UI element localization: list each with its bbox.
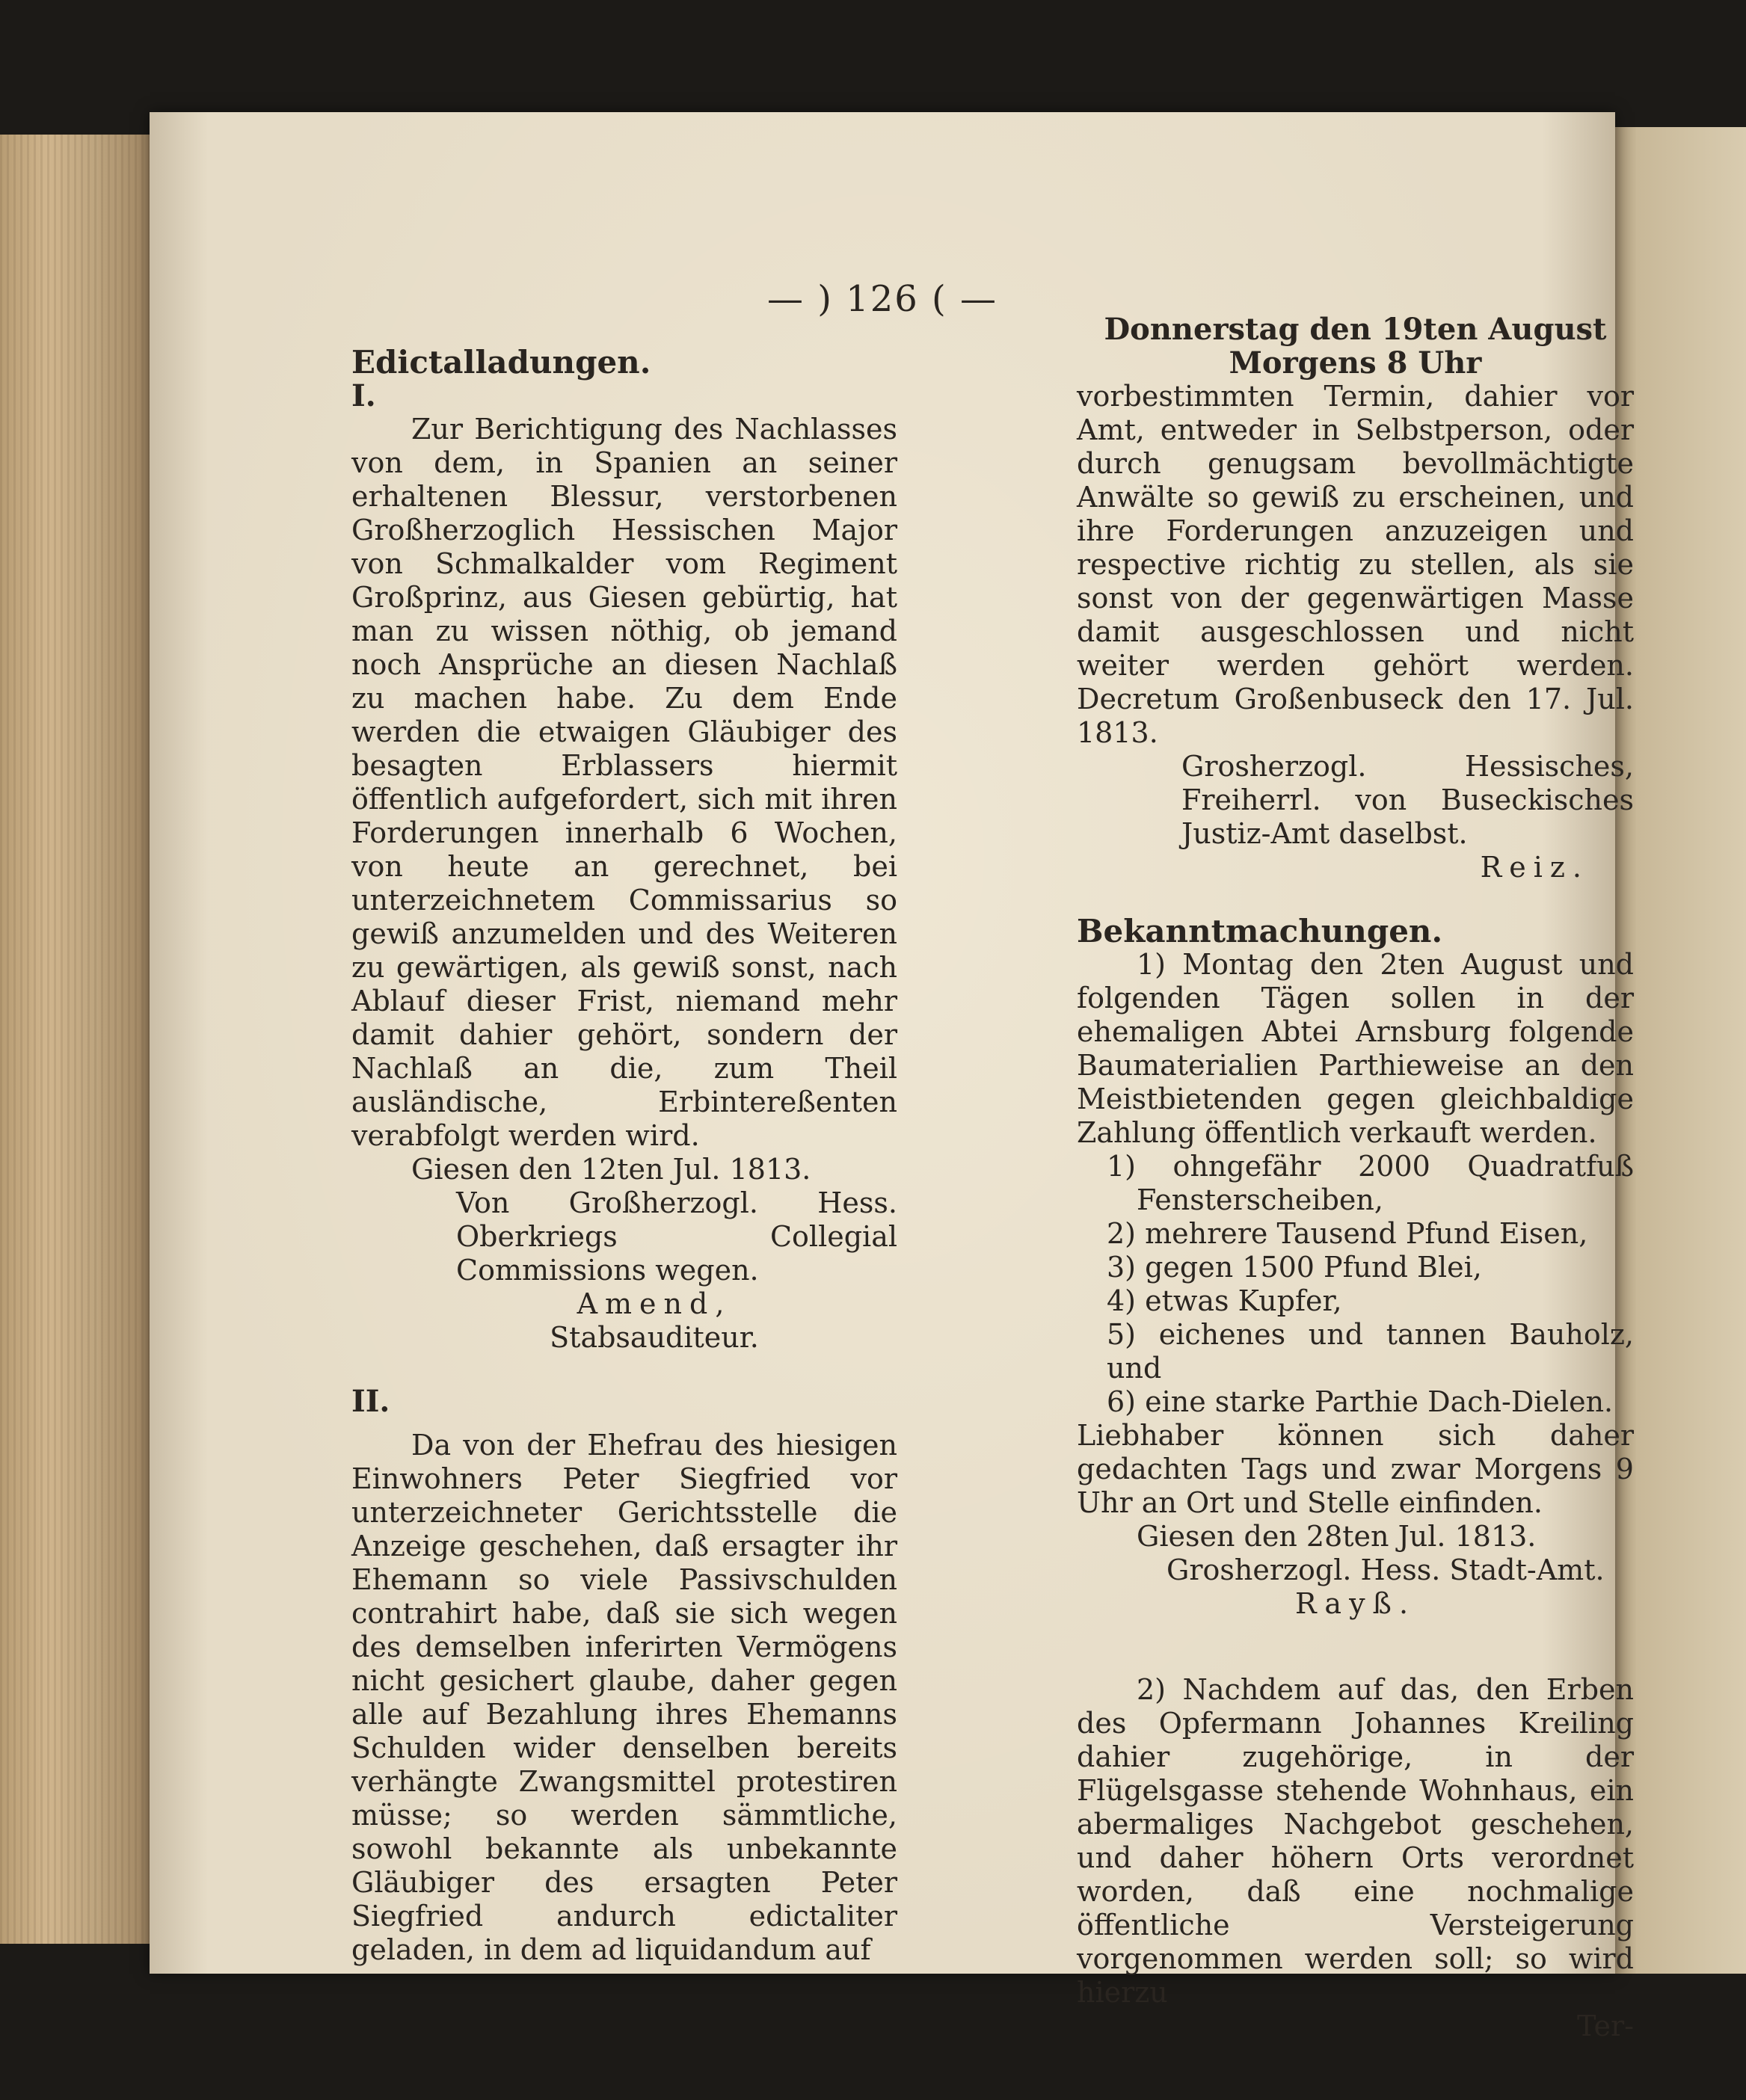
authority: Grosherzogl. Hessisches, Freiherrl. von Buseckisches Justiz-Amt daselbst. bbox=[1181, 750, 1634, 850]
time-line: Morgens 8 Uhr bbox=[1229, 345, 1482, 381]
signature: Reiz. bbox=[1480, 851, 1589, 884]
signature-title: Stabsauditeur. bbox=[550, 1321, 759, 1354]
right-column bbox=[1077, 312, 1634, 2043]
place-date: Giesen den 28ten Jul. 1813. bbox=[1137, 1520, 1537, 1553]
authority: Grosherzogl. Hess. Stadt-Amt. bbox=[1166, 1554, 1605, 1586]
date-line: Donnerstag den 19ten August bbox=[1104, 312, 1607, 347]
book-spread bbox=[0, 112, 1746, 2042]
paragraph: Zur Berichtigung des Nachlasses von dem, in Spanien an seiner erhaltenen Blessur, verstorbenen Großherzoglich Hessischen Major von Schmalkalder vom Regiment Großprinz, aus Giesen gebürtig, hat man zu wissen nöthig, ob jemand noch Ansprüche an diesen Nachlaß zu machen habe. Zu dem Ende werden die etwaigen Gläubiger des besagten Erblassers hiermit öffentlich aufgefordert, sich mit ihren Forderungen innerhalb 6 Wochen, von heute an gerechnet, bei unterzeichnetem Commissarius so gewiß anzumelden und des Weiteren zu gewärtigen, als gewiß sonst, nach Ablauf dieser Frist, niemand mehr damit dahier gehört, sondern der Nachlaß an die, zum Theil ausländische, Erbintereßenten verabfolgt werden wird. bbox=[351, 413, 897, 1152]
list-item: 2) mehrere Tausend Pfund Eisen, bbox=[1107, 1217, 1588, 1250]
place-date: Giesen den 12ten Jul. 1813. bbox=[411, 1153, 811, 1186]
authority: Von Großherzogl. Hess. Oberkriegs Collegial Commissions wegen. bbox=[456, 1186, 897, 1287]
left-page-edge bbox=[0, 135, 157, 1944]
section-heading: Bekanntmachungen. bbox=[1077, 913, 1443, 949]
page-header: — ) 126 ( — bbox=[766, 278, 998, 320]
book-page bbox=[150, 112, 1634, 2042]
paragraph: vorbestimmten Termin, dahier vor Amt, entweder in Selbstperson, oder durch genugsam bevollmächtigte Anwälte so gewiß zu erscheinen, und ihre Forderungen anzuzeigen und respective richtig zu stellen, als sie sonst von der gegenwärtigen Masse damit ausgeschlossen und nicht weiter werden gehört werden. Decretum Großenbuseck den 17. Jul. 1813. bbox=[1077, 380, 1634, 749]
list-item: 1) ohngefähr 2000 Quadratfuß Fensterscheiben, bbox=[1107, 1150, 1634, 1216]
item-list bbox=[1077, 1150, 1634, 1419]
signature: Rayß. bbox=[1294, 1587, 1416, 1620]
list-item: 5) eichenes und tannen Bauholz, und bbox=[1107, 1318, 1634, 1385]
section-heading: Edictalladungen. bbox=[351, 344, 651, 381]
left-column bbox=[351, 345, 897, 1967]
section-number: II. bbox=[351, 1384, 390, 1419]
signature-name: Amend, bbox=[577, 1287, 732, 1320]
paragraph: 2) Nachdem auf das, den Erben des Opfermann Johannes Kreiling dahier zugehörige, in der Flügelsgasse stehende Wohnhaus, ein abermaliges Nachgebot geschehen, und daher höhern Orts verordnet worden, daß eine nochmalige öffentliche Versteigerung vorgenommen werden soll; so wird hierzu bbox=[1077, 1673, 1634, 2009]
catchword: Ter- bbox=[1577, 2010, 1634, 2042]
paragraph: Liebhaber können sich daher gedachten Tags und zwar Morgens 9 Uhr an Ort und Stelle einfinden. bbox=[1077, 1419, 1634, 1519]
section-number: I. bbox=[351, 378, 376, 413]
list-item: 6) eine starke Parthie Dach-Dielen. bbox=[1107, 1385, 1614, 1418]
paragraph: 1) Montag den 2ten August und folgenden Tägen sollen in der ehemaligen Abtei Arnsburg folgende Baumaterialien Parthieweise an den Meistbietenden gegen gleichbaldige Zahlung öffentlich verkauft werden. bbox=[1077, 948, 1634, 1149]
list-item: 3) gegen 1500 Pfund Blei, bbox=[1107, 1251, 1482, 1284]
list-item: 4) etwas Kupfer, bbox=[1107, 1284, 1342, 1317]
paragraph: Da von der Ehefrau des hiesigen Einwohners Peter Siegfried vor unterzeichneter Gerichtsstelle die Anzeige geschehen, daß ersagter ihr Ehemann so viele Passivschulden contrahirt habe, daß sie sich wegen des demselben inferirten Vermögens nicht gesichert glaube, daher gegen alle auf Bezahlung ihres Ehemanns Schulden wider denselben bereits verhängte Zwangsmittel protestiren müsse; so werden sämmtliche, sowohl bekannte als unbekannte Gläubiger des ersagten Peter Siegfried andurch edictaliter geladen, in dem ad liquidandum auf bbox=[351, 1429, 897, 1966]
